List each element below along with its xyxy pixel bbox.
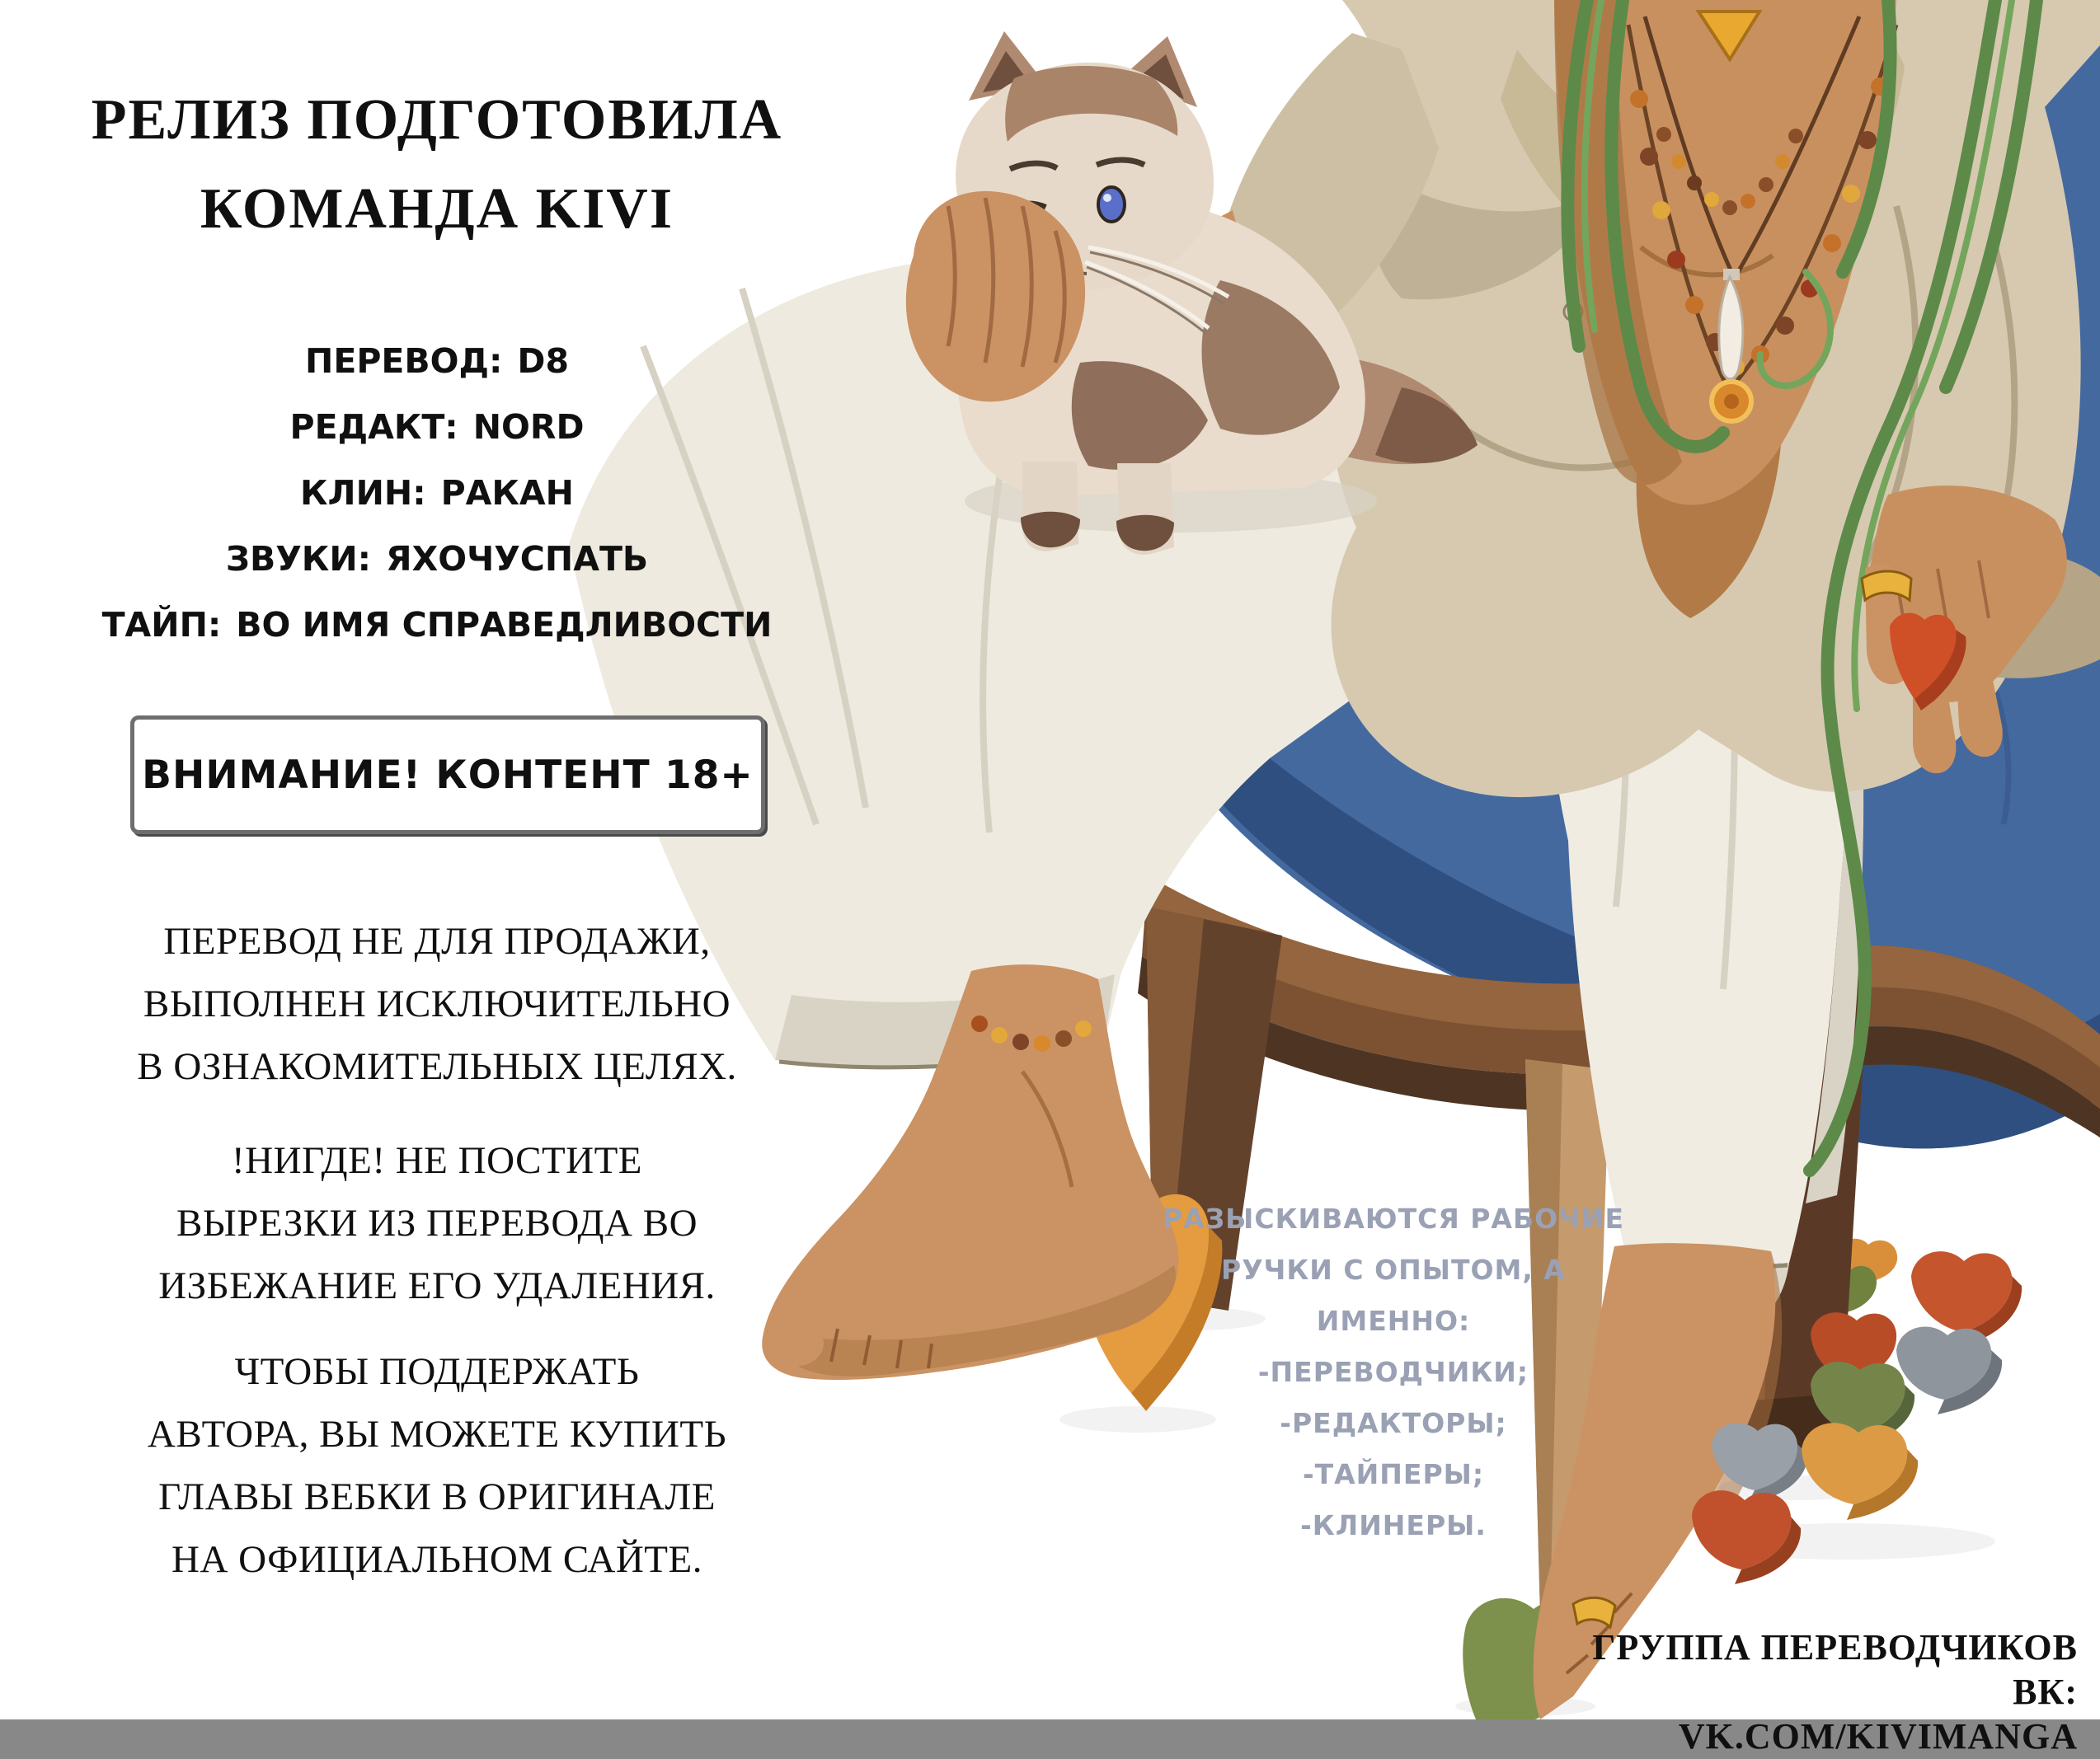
note-line: ПЕРЕВОД НЕ ДЛЯ ПРОДАЖИ, xyxy=(163,920,711,963)
recruitment-line: РАЗЫСКИВАЮТСЯ РАБОЧИЕ xyxy=(1163,1203,1624,1235)
age-warning-text: ВНИМАНИЕ! КОНТЕНТ 18+ xyxy=(142,752,754,798)
recruitment-notice xyxy=(1146,1194,1641,1551)
note-not-for-sale xyxy=(66,910,808,1098)
vk-label: ГРУППА ПЕРЕВОДЧИКОВ ВК: xyxy=(1592,1627,2078,1712)
vk-url: VK.COM/KIVIMANGA xyxy=(1678,1716,2078,1757)
role-label: ЗВУКИ: xyxy=(225,539,372,579)
credit-role xyxy=(66,460,808,526)
note-line: ИЗБЕЖАНИЕ ЕГО УДАЛЕНИЯ. xyxy=(158,1264,716,1307)
note-line: АВТОРА, ВЫ МОЖЕТЕ КУПИТЬ xyxy=(147,1413,727,1456)
credit-role xyxy=(66,394,808,460)
page-title xyxy=(66,76,808,254)
recruitment-line: -КЛИНЕРЫ. xyxy=(1300,1509,1487,1541)
note-support-author xyxy=(66,1340,808,1591)
note-no-reposting xyxy=(66,1129,808,1317)
title-line1: РЕЛИЗ ПОДГОТОВИЛА xyxy=(91,88,783,152)
role-value: ВО ИМЯ СПРАВЕДЛИВОСТИ xyxy=(236,605,773,645)
role-label: РЕДАКТ: xyxy=(289,407,458,447)
note-line: ВЫРЕЗКИ ИЗ ПЕРЕВОДА ВО xyxy=(176,1202,698,1245)
role-value: NORD xyxy=(472,407,585,447)
title-line2: КОМАНДА KIVI xyxy=(200,177,674,241)
note-line: !НИГДЕ! НЕ ПОСТИТЕ xyxy=(231,1139,643,1182)
credit-role xyxy=(66,592,808,658)
role-label: ПЕРЕВОД: xyxy=(305,341,503,381)
role-label: КЛИН: xyxy=(300,473,426,513)
recruitment-line: -РЕДАКТОРЫ; xyxy=(1280,1407,1507,1439)
age-warning-box xyxy=(130,715,765,834)
credit-role xyxy=(66,526,808,592)
note-line: ВЫПОЛНЕН ИСКЛЮЧИТЕЛЬНО xyxy=(143,983,731,1025)
vk-group-link xyxy=(1525,1625,2078,1759)
recruitment-line: РУЧКИ С ОПЫТОМ, А ИМЕННО: xyxy=(1221,1254,1566,1337)
recruitment-line: -ТАЙПЕРЫ; xyxy=(1302,1458,1485,1490)
cat-eye xyxy=(1098,187,1125,222)
role-label: ТАЙП: xyxy=(101,605,222,645)
note-line: НА ОФИЦИАЛЬНОМ САЙТЕ. xyxy=(171,1538,702,1581)
role-value: РАКАН xyxy=(440,473,574,513)
credit-role xyxy=(66,328,808,394)
recruitment-line: -ПЕРЕВОДЧИКИ; xyxy=(1257,1356,1529,1388)
role-value: D8 xyxy=(517,341,569,381)
note-line: ГЛАВЫ ВЕБКИ В ОРИГИНАЛЕ xyxy=(158,1475,716,1518)
note-line: В ОЗНАКОМИТЕЛЬНЫХ ЦЕЛЯХ. xyxy=(137,1045,737,1088)
role-value: ЯХОЧУСПАТЬ xyxy=(386,539,649,579)
note-line: ЧТОБЫ ПОДДЕРЖАТЬ xyxy=(234,1350,640,1393)
credits-list xyxy=(66,328,808,658)
